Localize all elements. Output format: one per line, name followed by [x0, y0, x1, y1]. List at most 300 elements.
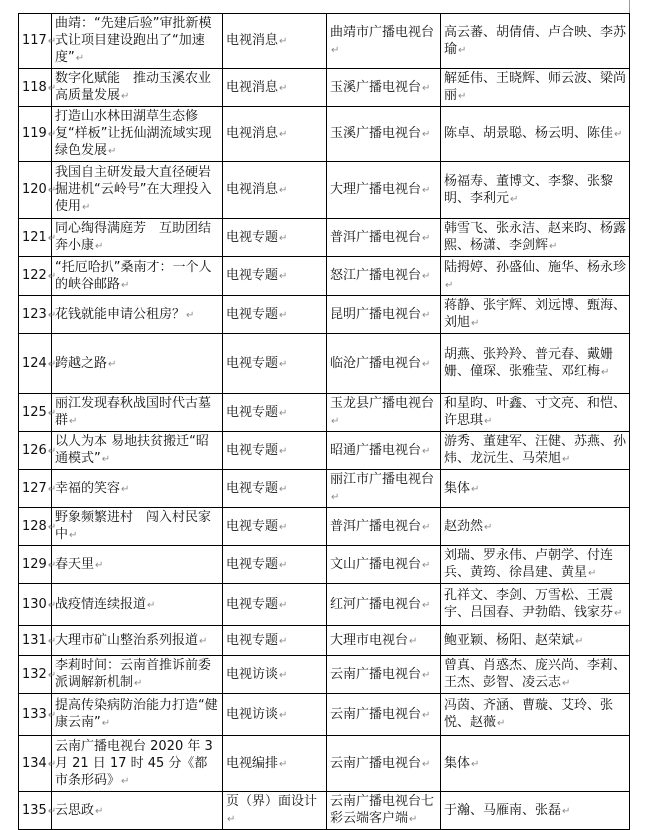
- paragraph-mark: ↵: [108, 358, 117, 370]
- paragraph-mark: ↵: [186, 309, 195, 321]
- paragraph-mark: ↵: [47, 445, 57, 457]
- row-authors-cell: [441, 694, 630, 736]
- paragraph-mark: ↵: [95, 241, 104, 252]
- row-title-cell: [52, 694, 223, 736]
- row-title-cell: [52, 546, 223, 584]
- paragraph-mark: ↵: [47, 483, 57, 495]
- row-authors: 解延伟、王晓辉、师云波、梁尚丽: [444, 71, 627, 103]
- row-unit: 玉龙县广播电视台: [330, 396, 435, 411]
- row-unit-cell: [327, 584, 441, 626]
- row-number: 131: [22, 632, 47, 648]
- row-number-cell: [19, 334, 57, 394]
- paragraph-mark: ↵: [331, 416, 340, 427]
- paragraph-mark: ↵: [409, 814, 418, 825]
- row-number: 126: [22, 442, 47, 458]
- row-unit: 云南广播电视台: [330, 706, 422, 722]
- row-number: 125: [22, 404, 47, 420]
- row-title: 花钱就能申请公租房？: [55, 306, 186, 322]
- paragraph-mark: ↵: [471, 758, 480, 770]
- paragraph-mark: ↵: [422, 669, 431, 681]
- row-type: 电视消息: [226, 33, 279, 48]
- row-authors-cell: [441, 394, 630, 432]
- row-number: 127: [22, 480, 47, 496]
- paragraph-mark: ↵: [279, 599, 288, 611]
- row-title-cell: [52, 14, 223, 69]
- row-unit: 普洱广播电视台: [330, 518, 422, 534]
- row-unit: 曲靖市广播电视台: [330, 24, 435, 40]
- paragraph-mark: ↵: [47, 407, 57, 419]
- paragraph-mark: ↵: [47, 635, 57, 647]
- row-authors: 陈卓、胡景聪、杨云明、陈佳: [444, 126, 614, 141]
- row-type: 电视消息: [226, 182, 279, 197]
- row-number: 133: [22, 706, 47, 722]
- paragraph-mark: ↵: [614, 129, 623, 140]
- row-title-cell: [52, 69, 223, 107]
- paragraph-mark: ↵: [562, 678, 571, 689]
- row-title-cell: [52, 736, 223, 792]
- paragraph-mark: ↵: [484, 521, 493, 533]
- table-row: [19, 394, 630, 432]
- row-title-cell: [52, 508, 223, 546]
- row-type-cell: [223, 107, 327, 162]
- paragraph-mark: ↵: [458, 91, 467, 102]
- row-unit: 大理广播电视台: [330, 182, 422, 197]
- paragraph-mark: ↵: [422, 82, 431, 94]
- row-unit: 丽江市广播电视台: [330, 472, 435, 487]
- paragraph-mark: ↵: [47, 669, 57, 681]
- paragraph-mark: ↵: [134, 678, 143, 689]
- paragraph-mark: ↵: [121, 91, 130, 102]
- row-number: 134: [22, 755, 47, 771]
- table-row: [19, 792, 630, 830]
- paragraph-mark: ↵: [121, 483, 130, 495]
- row-number-cell: [19, 694, 57, 736]
- paragraph-mark: ↵: [47, 709, 57, 721]
- row-unit-cell: [327, 656, 441, 694]
- paragraph-mark: ↵: [484, 416, 493, 427]
- table-row: [19, 508, 630, 546]
- paragraph-mark: ↵: [47, 129, 57, 140]
- paragraph-mark: ↵: [279, 271, 288, 282]
- table-row: [19, 334, 630, 394]
- paragraph-mark: ↵: [458, 44, 467, 56]
- row-authors-cell: [441, 107, 630, 162]
- row-number: 117: [22, 33, 47, 48]
- row-unit-cell: [327, 334, 441, 394]
- row-number: 118: [22, 79, 47, 95]
- paragraph-mark: ↵: [47, 271, 57, 282]
- row-authors: 和星昀、叶鑫、寸文亮、和恺、许思琪: [444, 396, 627, 428]
- row-unit: 云南广播电视台七彩云端客户端: [330, 794, 435, 826]
- paragraph-mark: ↵: [279, 669, 288, 681]
- row-authors-cell: [441, 257, 630, 296]
- row-authors: 胡燕、张羚羚、普元春、戴姗姗、僮琛、张雅莹、邓红梅: [444, 347, 614, 379]
- row-number-cell: [19, 432, 57, 470]
- row-number: 129: [22, 556, 47, 572]
- row-unit-cell: [327, 14, 441, 69]
- row-title-cell: [52, 626, 223, 656]
- row-type: 电视专题: [226, 596, 279, 612]
- table-row: [19, 257, 630, 296]
- paragraph-mark: ↵: [47, 805, 57, 817]
- row-number-cell: [19, 792, 57, 830]
- row-unit: 昭通广播电视台: [330, 442, 422, 458]
- row-authors: 陆拇婷、孙盛仙、施华、杨永珍: [444, 259, 627, 275]
- row-unit-cell: [327, 257, 441, 296]
- row-authors: 于瀚、马雁南、张磊: [444, 802, 562, 818]
- row-type-cell: [223, 626, 327, 656]
- row-authors-cell: [441, 14, 630, 69]
- paragraph-mark: ↵: [575, 635, 584, 647]
- row-unit: 普洱广播电视台: [330, 229, 422, 245]
- paragraph-mark: ↵: [69, 416, 78, 427]
- paragraph-mark: ↵: [108, 146, 117, 157]
- paragraph-mark: ↵: [279, 36, 288, 47]
- row-authors: 集体: [444, 755, 471, 771]
- paragraph-mark: ↵: [331, 44, 340, 56]
- table-row: [19, 14, 630, 69]
- table-row: [19, 736, 630, 792]
- awards-table-body: [19, 14, 630, 830]
- row-authors-cell: [441, 470, 630, 508]
- paragraph-mark: ↵: [279, 407, 288, 419]
- row-type-cell: [223, 296, 327, 334]
- paragraph-mark: ↵: [422, 185, 431, 196]
- paragraph-mark: ↵: [95, 805, 104, 817]
- row-number-cell: [19, 296, 57, 334]
- paragraph-mark: ↵: [279, 483, 288, 495]
- table-row: [19, 470, 630, 508]
- paragraph-mark: ↵: [601, 367, 610, 378]
- paragraph-mark: ↵: [279, 521, 288, 533]
- row-type: 电视专题: [226, 355, 279, 371]
- row-unit: 文山广播电视台: [330, 556, 422, 572]
- row-type: 电视专题: [226, 229, 279, 245]
- row-unit-cell: [327, 626, 441, 656]
- row-title-cell: [52, 219, 223, 257]
- row-title-cell: [52, 584, 223, 626]
- paragraph-mark: ↵: [279, 758, 288, 770]
- paragraph-mark: ↵: [95, 559, 104, 571]
- paragraph-mark: ↵: [409, 635, 418, 647]
- paragraph-mark: ↵: [422, 445, 431, 457]
- row-authors: 杨福寿、董博文、李黎、张黎明、李利元: [444, 173, 614, 206]
- paragraph-mark: ↵: [471, 318, 480, 329]
- row-authors: 鲍亚颖、杨阳、赵荣斌: [444, 632, 575, 648]
- row-unit-cell: [327, 792, 441, 830]
- row-number: 119: [22, 126, 47, 141]
- table-row: [19, 69, 630, 107]
- row-authors: 刘瑞、罗永伟、卢朝学、付连兵、黄筠、徐昌建、黄星: [444, 548, 614, 580]
- row-number-cell: [19, 107, 57, 162]
- row-title: 数字化赋能 推动玉溪农业高质量发展: [55, 71, 212, 103]
- row-number: 123: [22, 306, 47, 322]
- paragraph-mark: ↵: [471, 483, 480, 495]
- paragraph-mark: ↵: [588, 568, 597, 579]
- paragraph-mark: ↵: [422, 521, 431, 533]
- row-authors-cell: [441, 432, 630, 470]
- row-title-cell: [52, 432, 223, 470]
- paragraph-mark: ↵: [279, 82, 288, 94]
- row-type: 电视专题: [226, 518, 279, 534]
- paragraph-mark: ↵: [47, 758, 57, 770]
- row-number-cell: [19, 162, 57, 219]
- row-number-cell: [19, 470, 57, 508]
- awards-table: [18, 13, 630, 830]
- paragraph-mark: ↵: [82, 202, 91, 213]
- row-type-cell: [223, 394, 327, 432]
- row-type: 电视专题: [226, 404, 279, 420]
- row-title-cell: [52, 792, 223, 830]
- paragraph-mark: ↵: [422, 271, 431, 282]
- paragraph-mark: ↵: [47, 309, 57, 321]
- row-authors-cell: [441, 219, 630, 257]
- paragraph-mark: ↵: [121, 775, 130, 787]
- table-row: [19, 219, 630, 257]
- row-type: 页（界）面设计: [226, 794, 318, 809]
- table-row: [19, 656, 630, 694]
- row-unit-cell: [327, 394, 441, 432]
- row-title: 幸福的笑容: [55, 480, 121, 496]
- row-type-cell: [223, 546, 327, 584]
- row-authors-cell: [441, 546, 630, 584]
- table-row: [19, 626, 630, 656]
- paragraph-mark: ↵: [69, 530, 78, 541]
- row-type-cell: [223, 219, 327, 257]
- row-unit: 云南广播电视台: [330, 755, 422, 771]
- paragraph-mark: ↵: [549, 241, 558, 252]
- row-title-cell: [52, 296, 223, 334]
- paragraph-mark: ↵: [47, 185, 57, 196]
- row-title: 云南广播电视台 2020 年 3 月 21 日 17 时 45 分《都市条形码》: [55, 738, 213, 788]
- row-type: 电视专题: [226, 632, 279, 648]
- paragraph-mark: ↵: [279, 309, 288, 321]
- row-authors: 孔祥文、李剑、万雪松、王震宇、吕国春、尹勃皓、钱家芬: [444, 588, 614, 620]
- paragraph-mark: ↵: [422, 559, 431, 571]
- table-row: [19, 296, 630, 334]
- row-title: 以人为本 易地扶贫搬迁“昭通模式”: [55, 434, 209, 466]
- row-number-cell: [19, 219, 57, 257]
- row-title: 跨越之路: [55, 355, 108, 371]
- row-title: 李莉时间：云南首推诉前委派调解新机制: [55, 658, 212, 690]
- row-type: 电视专题: [226, 556, 279, 572]
- paragraph-mark: ↵: [562, 805, 571, 817]
- paragraph-mark: ↵: [121, 279, 130, 291]
- row-title: 曲靖：“先建后验”审批新模式让项目建设跑出了“加速度”: [55, 16, 212, 65]
- row-authors-cell: [441, 656, 630, 694]
- paragraph-mark: ↵: [422, 232, 431, 244]
- row-number: 128: [22, 518, 47, 534]
- row-title-cell: [52, 334, 223, 394]
- row-type-cell: [223, 584, 327, 626]
- paragraph-mark: ↵: [422, 309, 431, 321]
- row-number-cell: [19, 69, 57, 107]
- row-number-cell: [19, 508, 57, 546]
- row-number: 124: [22, 355, 47, 371]
- paragraph-mark: ↵: [445, 279, 454, 291]
- paragraph-mark: ↵: [497, 718, 506, 729]
- paragraph-mark: ↵: [422, 129, 431, 140]
- row-number: 122: [22, 268, 47, 283]
- row-type-cell: [223, 69, 327, 107]
- row-number-cell: [19, 736, 57, 792]
- table-row: [19, 107, 630, 162]
- row-type: 电视访谈: [226, 706, 279, 722]
- table-row: [19, 694, 630, 736]
- row-unit-cell: [327, 162, 441, 219]
- row-type-cell: [223, 162, 327, 219]
- row-authors-cell: [441, 626, 630, 656]
- paragraph-mark: ↵: [422, 599, 431, 611]
- row-unit: 昆明广播电视台: [330, 306, 422, 322]
- row-unit: 怒江广播电视台: [330, 268, 422, 283]
- row-type: 电视专题: [226, 442, 279, 458]
- paragraph-mark: ↵: [47, 82, 57, 94]
- row-title: 打造山水林田湖草生态修复“样板”让抚仙湖流域实现绿色发展: [55, 109, 212, 158]
- paragraph-mark: ↵: [47, 559, 57, 571]
- table-row: [19, 432, 630, 470]
- row-authors-cell: [441, 296, 630, 334]
- row-title: 丽江发现春秋战国时代古墓群: [55, 396, 212, 428]
- paragraph-mark: ↵: [47, 358, 57, 370]
- row-authors: 曾真、肖惑杰、庞兴尚、李莉、王杰、彭智、凌云志: [444, 658, 627, 690]
- row-unit: 玉溪广播电视台: [330, 79, 422, 95]
- paragraph-mark: ↵: [199, 635, 208, 647]
- row-authors: 高云蕃、胡倩倩、卢合映、李苏瑜: [444, 24, 627, 57]
- row-title-cell: [52, 656, 223, 694]
- paragraph-mark: ↵: [227, 814, 236, 825]
- row-number-cell: [19, 257, 57, 296]
- row-title-cell: [52, 394, 223, 432]
- paragraph-mark: ↵: [422, 709, 431, 721]
- row-number-cell: [19, 546, 57, 584]
- paragraph-mark: ↵: [422, 358, 431, 370]
- row-type-cell: [223, 656, 327, 694]
- row-authors: 蒋静、张宇辉、刘远博、甄海、刘旭: [444, 298, 627, 330]
- row-unit-cell: [327, 296, 441, 334]
- row-type-cell: [223, 508, 327, 546]
- paragraph-mark: ↵: [279, 635, 288, 647]
- paragraph-mark: ↵: [614, 608, 623, 619]
- row-authors-cell: [441, 508, 630, 546]
- row-unit: 云南广播电视台: [330, 666, 422, 682]
- row-authors-cell: [441, 792, 630, 830]
- paragraph-mark: ↵: [101, 718, 111, 729]
- row-authors-cell: [441, 162, 630, 219]
- row-title-cell: [52, 107, 223, 162]
- row-unit: 临沧广播电视台: [330, 355, 422, 371]
- row-title: 战疫情连续报道: [55, 596, 147, 612]
- row-type: 电视访谈: [226, 666, 279, 682]
- row-type-cell: [223, 14, 327, 69]
- row-title: 野象频繁进村 闯入村民家中: [55, 510, 212, 542]
- row-unit-cell: [327, 107, 441, 162]
- row-number: 121: [22, 229, 47, 245]
- row-unit-cell: [327, 432, 441, 470]
- row-authors: 游秀、董建军、汪健、苏燕、孙炜、龙沅生、马荣旭: [444, 434, 627, 466]
- row-authors-cell: [441, 334, 630, 394]
- row-type: 电视编排: [226, 755, 279, 771]
- row-authors: 赵劲然: [444, 518, 484, 534]
- row-authors-cell: [441, 584, 630, 626]
- row-title: 云思政: [55, 802, 95, 818]
- row-authors: 集体: [444, 480, 471, 496]
- row-title: 春天里: [55, 556, 95, 572]
- row-unit-cell: [327, 694, 441, 736]
- row-number-cell: [19, 656, 57, 694]
- row-unit-cell: [327, 69, 441, 107]
- paragraph-mark: ↵: [422, 758, 431, 770]
- row-title: 我国自主研发最大直径硬岩掘进机“云岭号”在大理投入使用: [55, 165, 212, 214]
- paragraph-mark: ↵: [47, 599, 57, 611]
- row-number-cell: [19, 626, 57, 656]
- row-title-cell: [52, 257, 223, 296]
- paragraph-mark: ↵: [47, 36, 57, 47]
- row-unit: 红河广播电视台: [330, 596, 422, 612]
- table-row: [19, 584, 630, 626]
- row-unit-cell: [327, 736, 441, 792]
- row-type-cell: [223, 694, 327, 736]
- row-type: 电视消息: [226, 79, 279, 95]
- row-title: 大理市矿山整治系列报道: [55, 632, 199, 648]
- row-title: 提高传染病防治能力打造“健康云南”: [55, 698, 218, 730]
- row-unit-cell: [327, 508, 441, 546]
- row-title: “托厄哈扒”桑南才：一个人的峡谷邮路: [55, 259, 212, 292]
- paragraph-mark: ↵: [47, 521, 57, 533]
- row-authors: 韩雪飞、张永洁、赵来昀、杨露熙、杨潇、李剑辉: [444, 221, 627, 253]
- paragraph-mark: ↵: [279, 445, 288, 457]
- paragraph-mark: ↵: [279, 129, 288, 140]
- row-type-cell: [223, 432, 327, 470]
- row-authors-cell: [441, 69, 630, 107]
- row-unit: 大理市电视台: [330, 632, 409, 648]
- row-title-cell: [52, 470, 223, 508]
- row-type-cell: [223, 257, 327, 296]
- row-title: 同心绹得满庭芳 互助团结奔小康: [55, 221, 212, 253]
- row-number: 132: [22, 666, 47, 682]
- paragraph-mark: ↵: [279, 559, 288, 571]
- row-type-cell: [223, 736, 327, 792]
- paragraph-mark: ↵: [279, 358, 288, 370]
- row-unit-cell: [327, 219, 441, 257]
- row-number: 120: [22, 182, 47, 197]
- row-unit-cell: [327, 470, 441, 508]
- row-unit-cell: [327, 546, 441, 584]
- row-type: 电视专题: [226, 268, 279, 283]
- row-number-cell: [19, 14, 57, 69]
- paragraph-mark: ↵: [279, 709, 288, 721]
- row-number: 130: [22, 596, 47, 612]
- paragraph-mark: ↵: [562, 454, 571, 465]
- paragraph-mark: ↵: [101, 454, 111, 465]
- paragraph-mark: ↵: [75, 53, 85, 64]
- row-number-cell: [19, 394, 57, 432]
- paragraph-mark: ↵: [47, 232, 57, 244]
- row-unit: 玉溪广播电视台: [330, 126, 422, 141]
- table-row: [19, 162, 630, 219]
- row-type-cell: [223, 470, 327, 508]
- table-row: [19, 546, 630, 584]
- row-type-cell: [223, 792, 327, 830]
- row-number: 135: [22, 802, 47, 818]
- row-authors-cell: [441, 736, 630, 792]
- paragraph-mark: ↵: [147, 599, 156, 611]
- row-title-cell: [52, 162, 223, 219]
- row-type: 电视消息: [226, 126, 279, 141]
- paragraph-mark: ↵: [331, 492, 340, 503]
- paragraph-mark: ↵: [279, 185, 288, 196]
- row-type-cell: [223, 334, 327, 394]
